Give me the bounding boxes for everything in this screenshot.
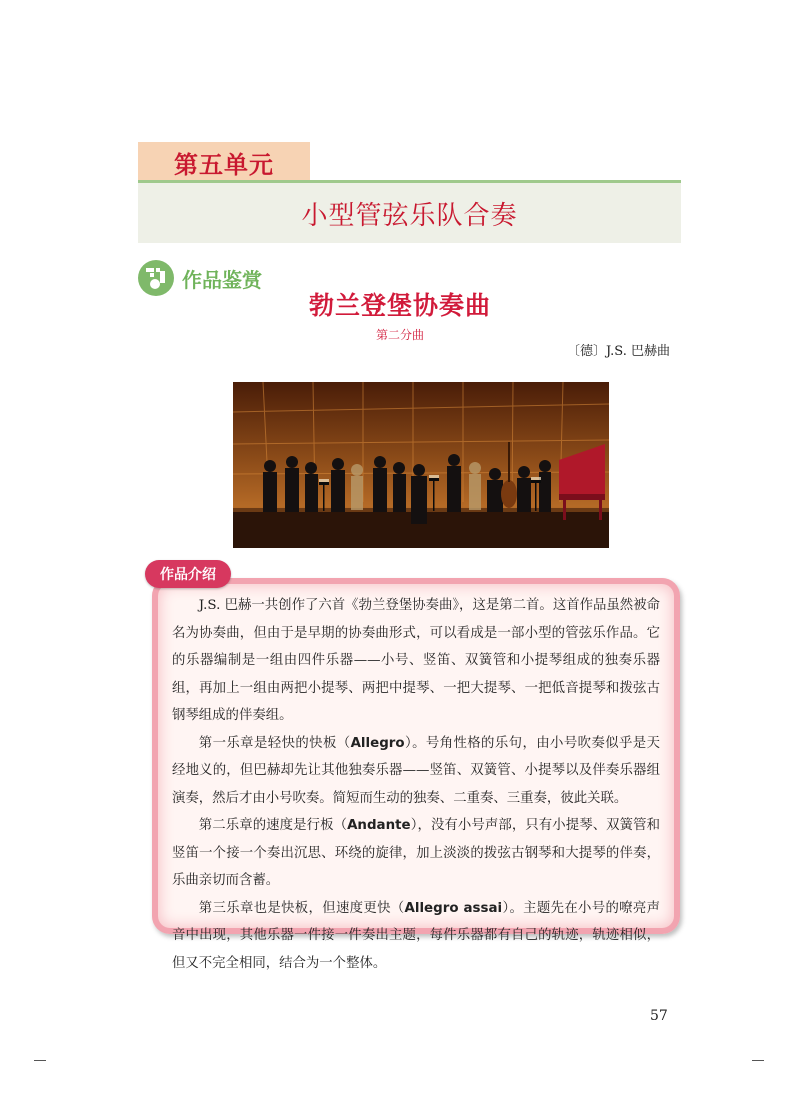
page-number: 57 xyxy=(650,1008,668,1024)
crop-mark xyxy=(752,1060,764,1061)
piece-subtitle: 第二分曲 xyxy=(375,328,424,342)
intro-paragraph: 第二乐章的速度是行板（Andante），没有小号声部，只有小提琴、双簧管和竖笛一个接一个奏出沉思、环绕的旋律，加上淡淡的拨弦古钢琴和大提琴的伴奏，乐曲亲切而含蓄。 xyxy=(172,818,660,888)
tempo-term: Allegro assai xyxy=(404,900,503,916)
unit-title-band xyxy=(138,183,681,243)
tempo-term: Allegro xyxy=(350,735,405,751)
crop-mark xyxy=(34,1060,46,1061)
tempo-term: Andante xyxy=(347,818,411,833)
intro-tag xyxy=(145,560,231,588)
orchestra-concert-photo xyxy=(233,382,609,548)
intro-text xyxy=(172,592,660,977)
unit-label-tab xyxy=(138,142,310,182)
unit-label: 第五单元 xyxy=(174,150,274,179)
intro-paragraph: 第一乐章是轻快的快板（Allegro）。号角性格的乐句，由小号吹奏似乎是天经地义的，但巴赫却先让其他独奏乐器——竖笛、双簧管、小提琴以及伴奏乐器组演奏，然后才由小号吹奏。简短而生动的独奏、二重奏、三重奏，彼此关联。 xyxy=(172,735,660,806)
unit-title: 小型管弦乐队合奏 xyxy=(301,200,518,231)
intro-paragraph: J.S. 巴赫一共创作了六首《勃兰登堡协奏曲》，这是第二首。这首作品虽然被命名为协奏曲，但由于是早期的协奏曲形式，可以看成是一部小型的管弦乐作品。它的乐器编制是一组由四件乐器——小号、竖笛、双簧管和小提琴组成的独奏乐器组，再加上一组由两把小提琴、两把中提琴、一把大提琴、一把低音提琴和拨弦古钢琴组成的伴奏组。 xyxy=(172,598,660,723)
intro-tag-label: 作品介绍 xyxy=(160,567,216,583)
section-title: 作品鉴赏 xyxy=(182,267,262,292)
intro-paragraph: 第三乐章也是快板，但速度更快（Allegro assai）。主题先在小号的嘹亮声音中出现，其他乐器一件接一件奏出主题，每件乐器都有自己的轨迹，轨迹相似，但又不完全相同，结合为一个整体。 xyxy=(172,900,660,971)
piece-title: 勃兰登堡协奏曲 xyxy=(308,291,491,320)
composer-credit: 〔德〕J.S. 巴赫曲 xyxy=(566,344,670,359)
